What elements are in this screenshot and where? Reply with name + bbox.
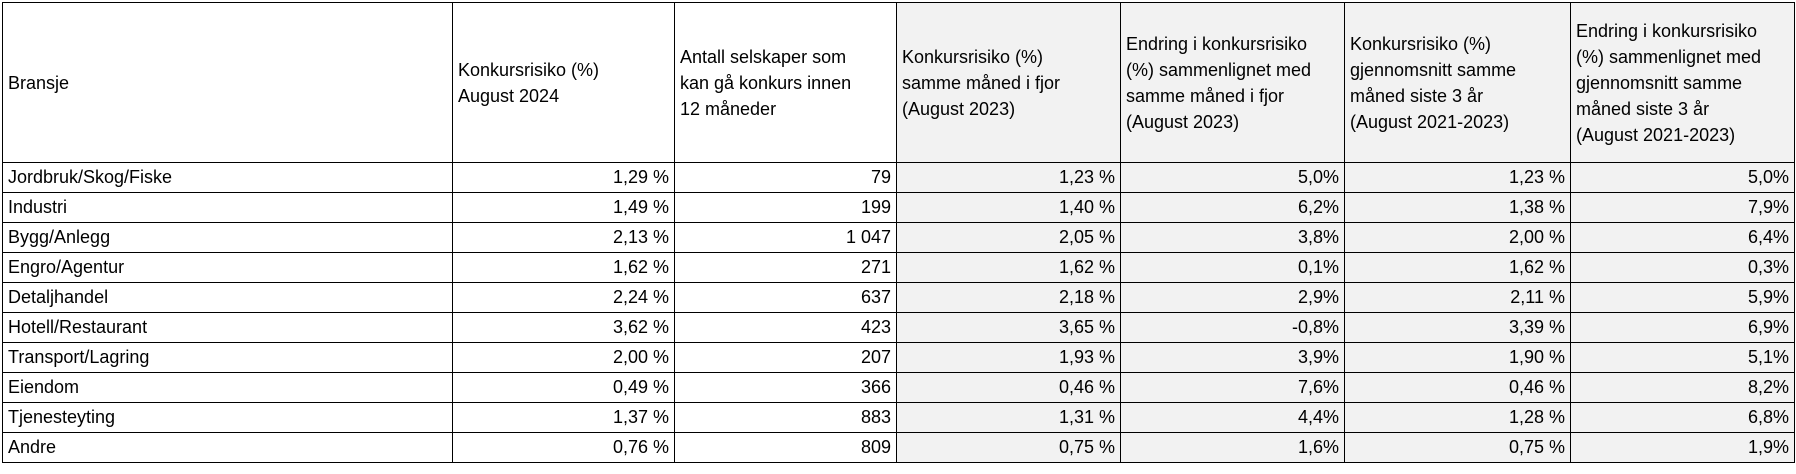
company-count-cell: 1 047 [675,223,897,253]
header-line: (August 2021-2023) [1350,111,1510,132]
risk-aug-2024-cell: 0,76 % [453,433,675,463]
risk-aug-2023-cell: 1,62 % [897,253,1121,283]
table-body [3,163,1795,463]
change-vs-3-year-avg-cell: 1,9% [1571,433,1795,463]
change-vs-last-year-cell: 3,9% [1121,343,1345,373]
table-row [3,403,1795,433]
header-line: samme måned i fjor [1126,85,1285,106]
risk-aug-2023-cell: 1,31 % [897,403,1121,433]
risk-avg-3-year-cell: 0,75 % [1345,433,1571,463]
change-vs-3-year-avg-cell: 5,9% [1571,283,1795,313]
company-count-cell: 883 [675,403,897,433]
industry-name-cell: Detaljhandel [3,283,453,313]
risk-aug-2024-cell: 3,62 % [453,313,675,343]
header-line: kan gå konkurs innen [680,72,852,93]
industry-name-cell: Hotell/Restaurant [3,313,453,343]
header-line: Konkursrisiko (%) [1350,33,1492,54]
change-vs-last-year-cell: 6,2% [1121,193,1345,223]
header-line: Konkursrisiko (%) [902,46,1044,67]
table-row [3,313,1795,343]
risk-aug-2023-cell: 2,18 % [897,283,1121,313]
risk-aug-2023-cell: 1,23 % [897,163,1121,193]
change-vs-3-year-avg-cell: 6,9% [1571,313,1795,343]
column-header-gjennomsnitt-3-ar [1345,3,1571,163]
risk-avg-3-year-cell: 1,38 % [1345,193,1571,223]
change-vs-3-year-avg-cell: 5,0% [1571,163,1795,193]
table-row [3,373,1795,403]
change-vs-last-year-cell: 4,4% [1121,403,1345,433]
change-vs-3-year-avg-cell: 5,1% [1571,343,1795,373]
industry-name-cell: Engro/Agentur [3,253,453,283]
company-count-cell: 809 [675,433,897,463]
header-line: 12 måneder [680,98,777,119]
table-row [3,343,1795,373]
table-row [3,283,1795,313]
risk-avg-3-year-cell: 0,46 % [1345,373,1571,403]
column-header-konkursrisiko-aug-2023 [897,3,1121,163]
header-line: (%) sammenlignet med [1576,46,1762,67]
industry-name-cell: Transport/Lagring [3,343,453,373]
risk-aug-2023-cell: 0,75 % [897,433,1121,463]
table-row [3,193,1795,223]
company-count-cell: 423 [675,313,897,343]
risk-aug-2024-cell: 0,49 % [453,373,675,403]
header-line: samme måned i fjor [902,72,1061,93]
company-count-cell: 637 [675,283,897,313]
company-count-cell: 79 [675,163,897,193]
change-vs-3-year-avg-cell: 8,2% [1571,373,1795,403]
risk-aug-2024-cell: 2,13 % [453,223,675,253]
header-line: Antall selskaper som [680,46,847,67]
risk-aug-2023-cell: 1,40 % [897,193,1121,223]
risk-aug-2024-cell: 2,24 % [453,283,675,313]
risk-avg-3-year-cell: 1,62 % [1345,253,1571,283]
change-vs-3-year-avg-cell: 6,8% [1571,403,1795,433]
column-header-bransje [3,3,453,163]
industry-name-cell: Eiendom [3,373,453,403]
header-line: (August 2023) [1126,111,1240,132]
table-row [3,253,1795,283]
risk-avg-3-year-cell: 2,00 % [1345,223,1571,253]
change-vs-last-year-cell: 5,0% [1121,163,1345,193]
header-line: gjennomsnitt samme [1350,59,1517,80]
company-count-cell: 207 [675,343,897,373]
industry-name-cell: Tjenesteyting [3,403,453,433]
risk-avg-3-year-cell: 3,39 % [1345,313,1571,343]
table-row [3,433,1795,463]
risk-aug-2024-cell: 1,37 % [453,403,675,433]
table-row [3,223,1795,253]
industry-name-cell: Andre [3,433,453,463]
industry-name-cell: Industri [3,193,453,223]
change-vs-3-year-avg-cell: 7,9% [1571,193,1795,223]
company-count-cell: 199 [675,193,897,223]
industry-name-cell: Bygg/Anlegg [3,223,453,253]
risk-aug-2024-cell: 2,00 % [453,343,675,373]
risk-aug-2024-cell: 1,49 % [453,193,675,223]
change-vs-last-year-cell: 7,6% [1121,373,1345,403]
header-line: Konkursrisiko (%) [458,59,600,80]
column-header-antall-selskaper [675,3,897,163]
header-line: August 2024 [458,85,560,106]
header-line: Endring i konkursrisiko [1576,20,1758,41]
risk-avg-3-year-cell: 1,23 % [1345,163,1571,193]
risk-aug-2023-cell: 1,93 % [897,343,1121,373]
company-count-cell: 366 [675,373,897,403]
company-count-cell: 271 [675,253,897,283]
column-header-endring-3-ar [1571,3,1795,163]
risk-avg-3-year-cell: 1,28 % [1345,403,1571,433]
risk-aug-2023-cell: 2,05 % [897,223,1121,253]
change-vs-3-year-avg-cell: 6,4% [1571,223,1795,253]
change-vs-last-year-cell: -0,8% [1121,313,1345,343]
header-line: måned siste 3 år [1576,98,1710,119]
header-line: Bransje [8,72,70,93]
risk-avg-3-year-cell: 2,11 % [1345,283,1571,313]
risk-aug-2023-cell: 0,46 % [897,373,1121,403]
header-line: gjennomsnitt samme [1576,72,1743,93]
header-line: (%) sammenlignet med [1126,59,1312,80]
change-vs-last-year-cell: 0,1% [1121,253,1345,283]
column-header-konkursrisiko-aug-2024 [453,3,675,163]
risk-aug-2023-cell: 3,65 % [897,313,1121,343]
industry-name-cell: Jordbruk/Skog/Fiske [3,163,453,193]
change-vs-last-year-cell: 2,9% [1121,283,1345,313]
change-vs-3-year-avg-cell: 0,3% [1571,253,1795,283]
header-row [3,3,1795,163]
change-vs-last-year-cell: 3,8% [1121,223,1345,253]
risk-aug-2024-cell: 1,29 % [453,163,675,193]
header-line: Endring i konkursrisiko [1126,33,1308,54]
risk-avg-3-year-cell: 1,90 % [1345,343,1571,373]
bankruptcy-risk-table [2,2,1795,463]
change-vs-last-year-cell: 1,6% [1121,433,1345,463]
header-line: (August 2023) [902,98,1016,119]
risk-aug-2024-cell: 1,62 % [453,253,675,283]
header-line: (August 2021-2023) [1576,124,1736,145]
column-header-endring-fjor [1121,3,1345,163]
table-row [3,163,1795,193]
header-line: måned siste 3 år [1350,85,1484,106]
